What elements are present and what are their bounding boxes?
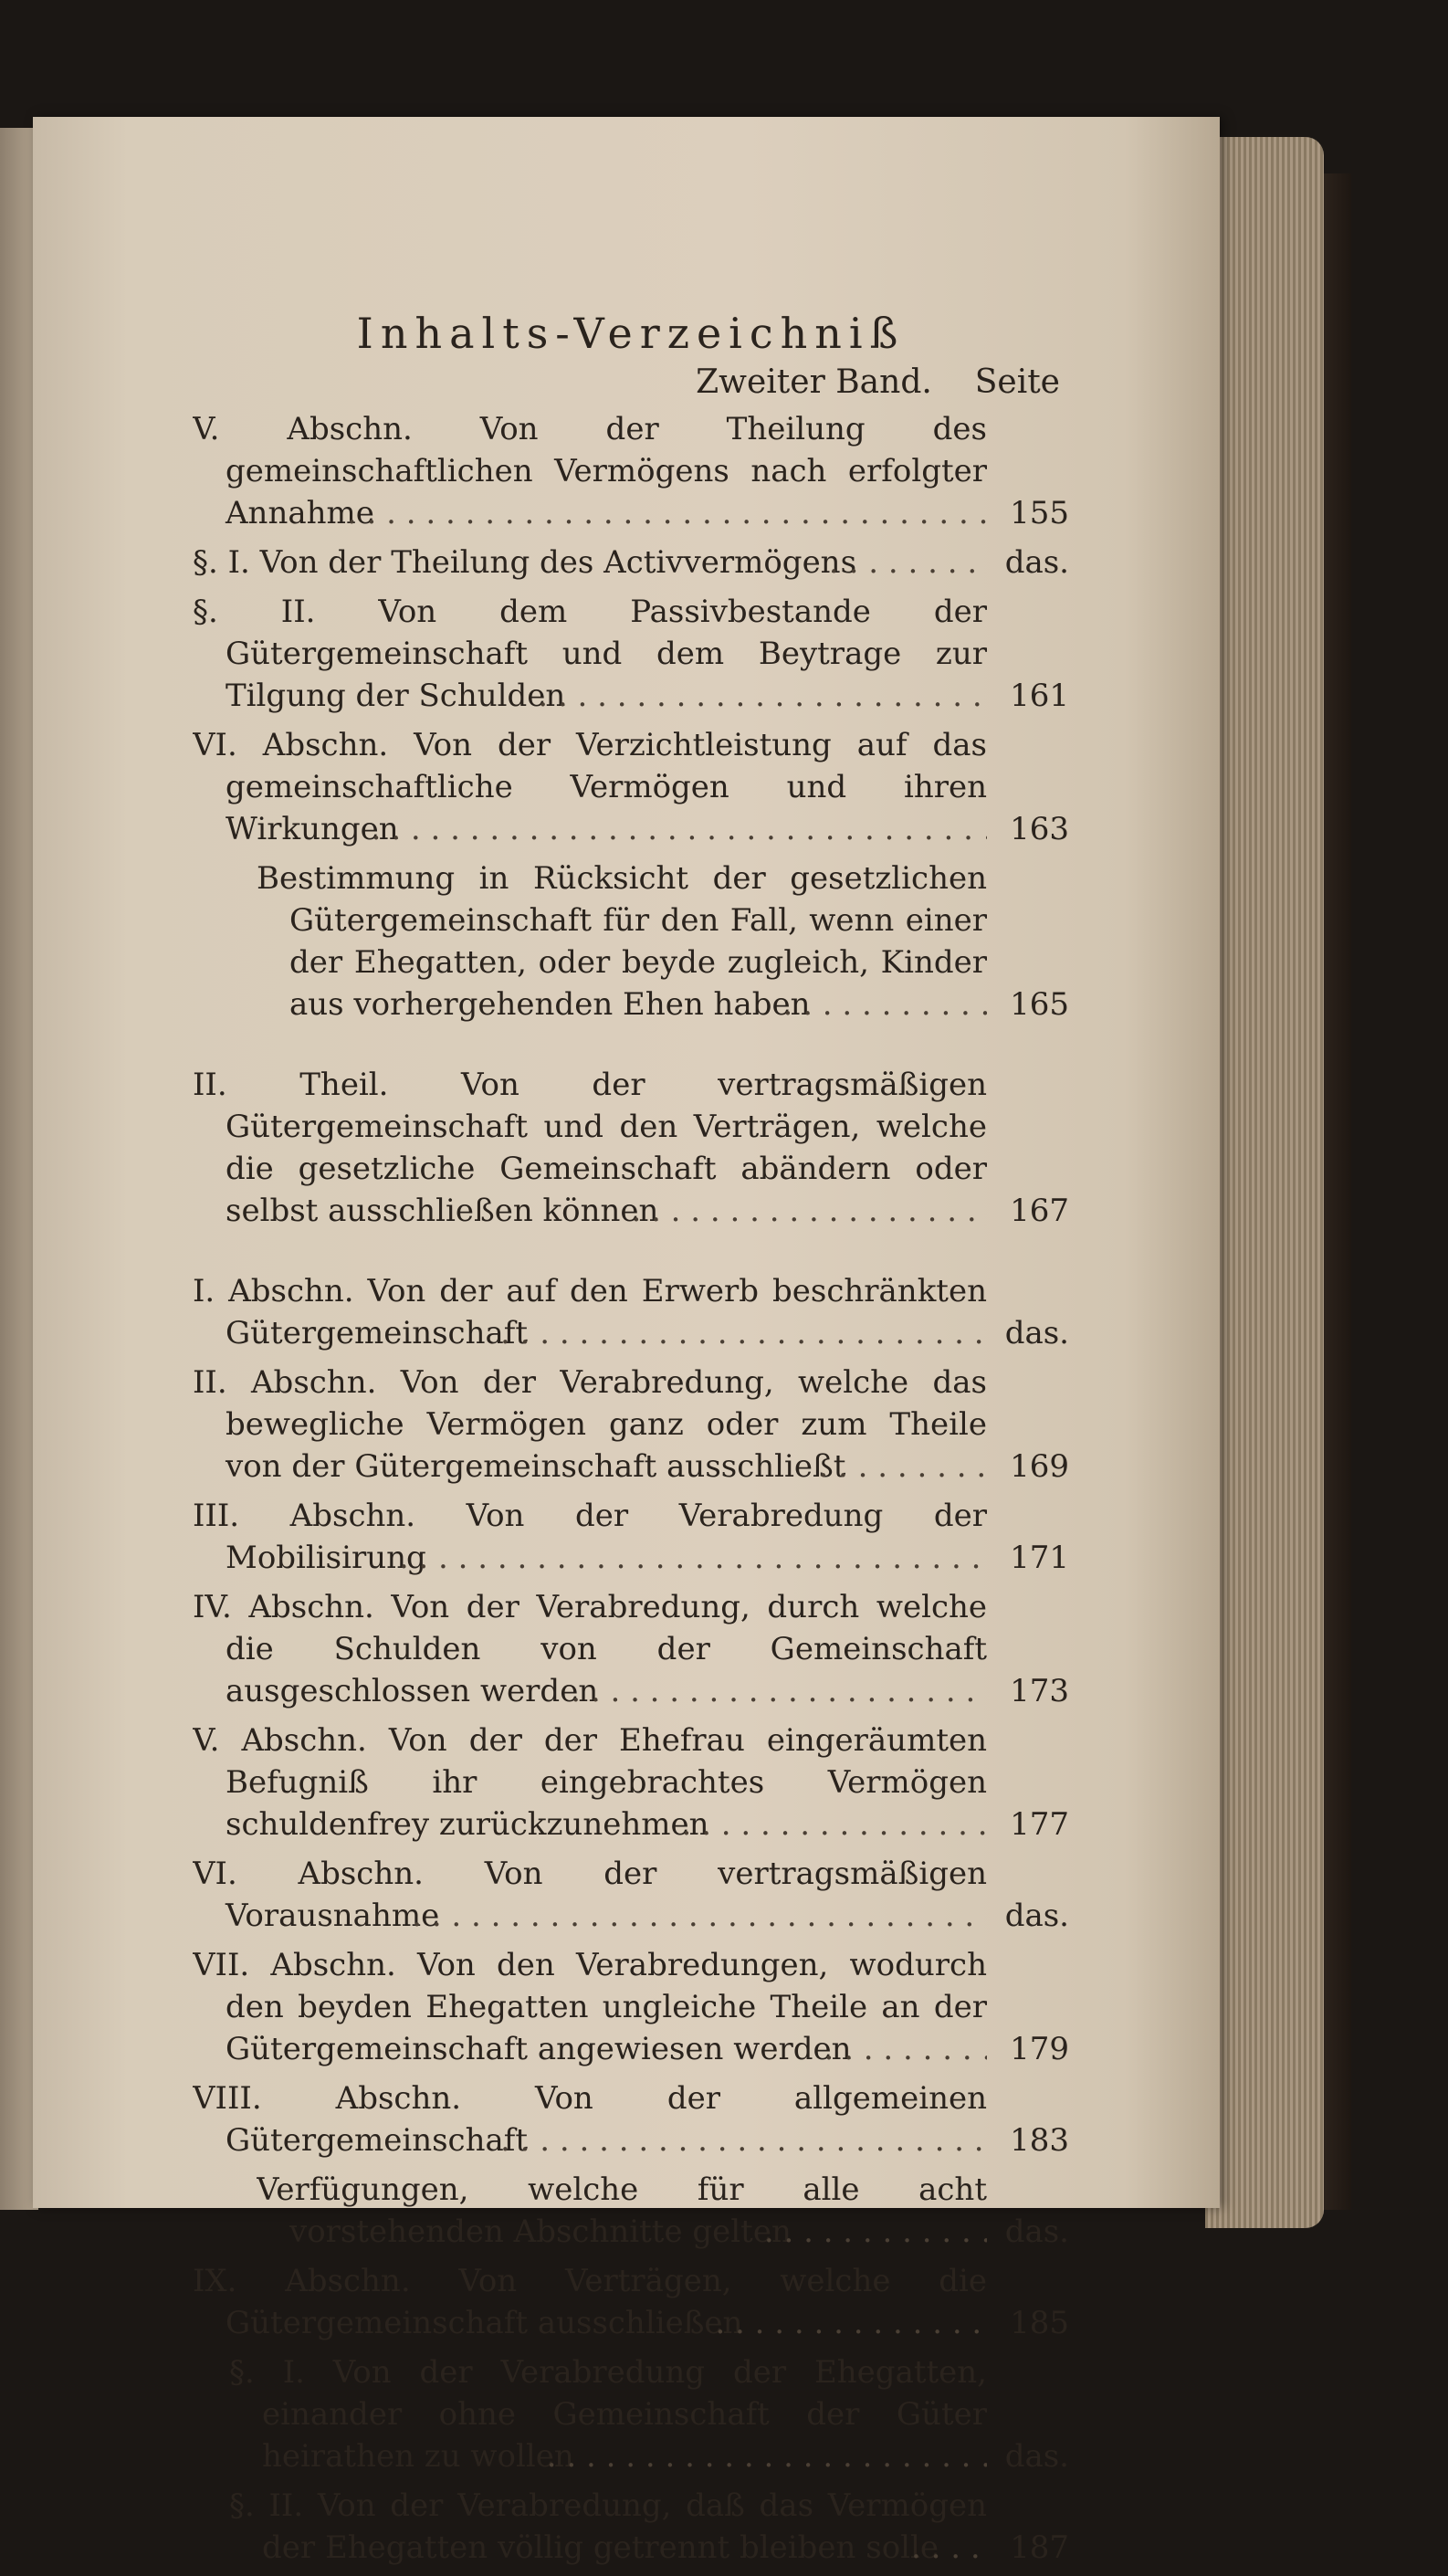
toc-entry-page: 163: [1010, 811, 1069, 847]
toc-entry-text: I. Abschn. Von der auf den Erwerb beschränkten Gütergemeinschaft . . .: [193, 1270, 987, 1354]
toc-entry: [193, 1064, 1069, 1232]
toc-entry-text: Bestimmung in Rücksicht der gesetzlichen Gütergemeinschaft für den Fall, wenn einer der Ehegatten, oder beyde zugleich, Kinder aus vorhergehenden Ehen haben . . .: [257, 857, 987, 1025]
toc-entry-text: §. II. Von der Verabredung, daß das Vermögen der Ehegatten völlig getrennt bleiben solle . . .: [229, 2485, 987, 2569]
toc-entry-page: das.: [1004, 2213, 1069, 2250]
toc-entry-page: 183: [1010, 2122, 1069, 2159]
page-column-label: Seite: [974, 363, 1060, 401]
toc-entry: [193, 408, 1069, 534]
toc-entry-text: IV. Abschn. Von der Verabredung, durch welche die Schulden von der Gemeinschaft ausgeschlossen werden . . .: [193, 1586, 987, 1712]
book-page: [33, 117, 1220, 2566]
toc-entry: [193, 1586, 1069, 1712]
volume-heading: [193, 363, 1069, 401]
toc-entry-text: V. Abschn. Von der Theilung des gemeinschaftlichen Vermögens nach erfolgter Annahme . . .: [193, 408, 987, 534]
toc-entry-page: 169: [1010, 1448, 1069, 1485]
toc-entry: [193, 2351, 1069, 2477]
toc-entry-text: II. Theil. Von der vertragsmäßigen Gütergemeinschaft und den Verträgen, welche die gesetzliche Gemeinschaft abändern oder selbst ausschließen können . . .: [193, 1064, 987, 1232]
toc-entry-page: 173: [1010, 1673, 1069, 1709]
toc-entry-text: II. Abschn. Von der Verabredung, welche das bewegliche Vermögen ganz oder zum Theile von der Gütergemeinschaft ausschließt . . .: [193, 1362, 987, 1488]
toc-entry-text: §. I. Von der Verabredung der Ehegatten, einander ohne Gemeinschaft der Güter heirathen zu wollen . . .: [229, 2351, 987, 2477]
toc-entry-page: 155: [1010, 495, 1069, 531]
toc-entry-text: V. Abschn. Von der der Ehefrau eingeräumten Befugniß ihr eingebrachtes Vermögen schuldenfrey zurückzunehmen . . .: [193, 1719, 987, 1845]
toc-entry-page: 179: [1010, 2031, 1069, 2067]
toc-entry: [193, 1853, 1069, 1937]
toc-entry: [193, 1270, 1069, 1354]
toc-entry-text: §. II. Von dem Passivbestande der Gütergemeinschaft und dem Beytrage zur Tilgung der Schulden . . .: [193, 591, 987, 717]
toc-entry: [193, 1495, 1069, 1579]
toc-entry-page: das.: [1004, 1315, 1069, 1351]
toc-entry: [193, 591, 1069, 717]
page-block-edge: [1205, 137, 1324, 2228]
toc-entry-page: 161: [1010, 678, 1069, 714]
page-title: Inhalts-Verzeichniß: [356, 309, 906, 358]
toc-entry-text: VI. Abschn. Von der Verzichtleistung auf das gemeinschaftliche Vermögen und ihren Wirkungen . . .: [193, 724, 987, 850]
toc-entry-page: 167: [1010, 1193, 1069, 1229]
toc-entry-text: VI. Abschn. Von der vertragsmäßigen Vorausnahme . . .: [193, 1853, 987, 1937]
toc-entry: [193, 2077, 1069, 2161]
toc-entry: [193, 1719, 1069, 1845]
toc-entry: [193, 2260, 1069, 2344]
toc-entry-page: 171: [1010, 1540, 1069, 1576]
toc-entry: [193, 541, 1069, 584]
toc-entry-page: 165: [1010, 986, 1069, 1023]
toc-entry: [193, 1362, 1069, 1488]
toc-entry-text: Verfügungen, welche für alle acht vorstehenden Abschnitte gelten . . .: [257, 2169, 987, 2253]
volume-label: Zweiter Band.: [696, 363, 932, 401]
toc-entry-page: 185: [1010, 2305, 1069, 2341]
toc-entry: [193, 724, 1069, 850]
toc-entry-text: IX. Abschn. Von Verträgen, welche die Gütergemeinschaft ausschließen . . .: [193, 2260, 987, 2344]
toc-entry: [193, 1944, 1069, 2070]
toc-entry: [193, 857, 1069, 1025]
toc-entry-text: VIII. Abschn. Von der allgemeinen Gütergemeinschaft . . .: [193, 2077, 987, 2161]
toc-entry-text: §. I. Von der Theilung des Activvermögens . . .: [193, 541, 987, 584]
toc-entry-page: das.: [1004, 1898, 1069, 1934]
toc-entry-page: das.: [1004, 2438, 1069, 2475]
toc-entry-page: 177: [1010, 1806, 1069, 1843]
table-of-contents: [193, 309, 1069, 2576]
toc-entry: [193, 2485, 1069, 2569]
toc-entry-text: III. Abschn. Von der Verabredung der Mobilisirung . . .: [193, 1495, 987, 1579]
toc-entry-page: das.: [1004, 544, 1069, 581]
toc-entry-text: VII. Abschn. Von den Verabredungen, wodurch den beyden Ehegatten ungleiche Theile an der Gütergemeinschaft angewiesen werden . . .: [193, 1944, 987, 2070]
toc-entry: [193, 2169, 1069, 2253]
toc-entry-page: 187: [1010, 2529, 1069, 2566]
